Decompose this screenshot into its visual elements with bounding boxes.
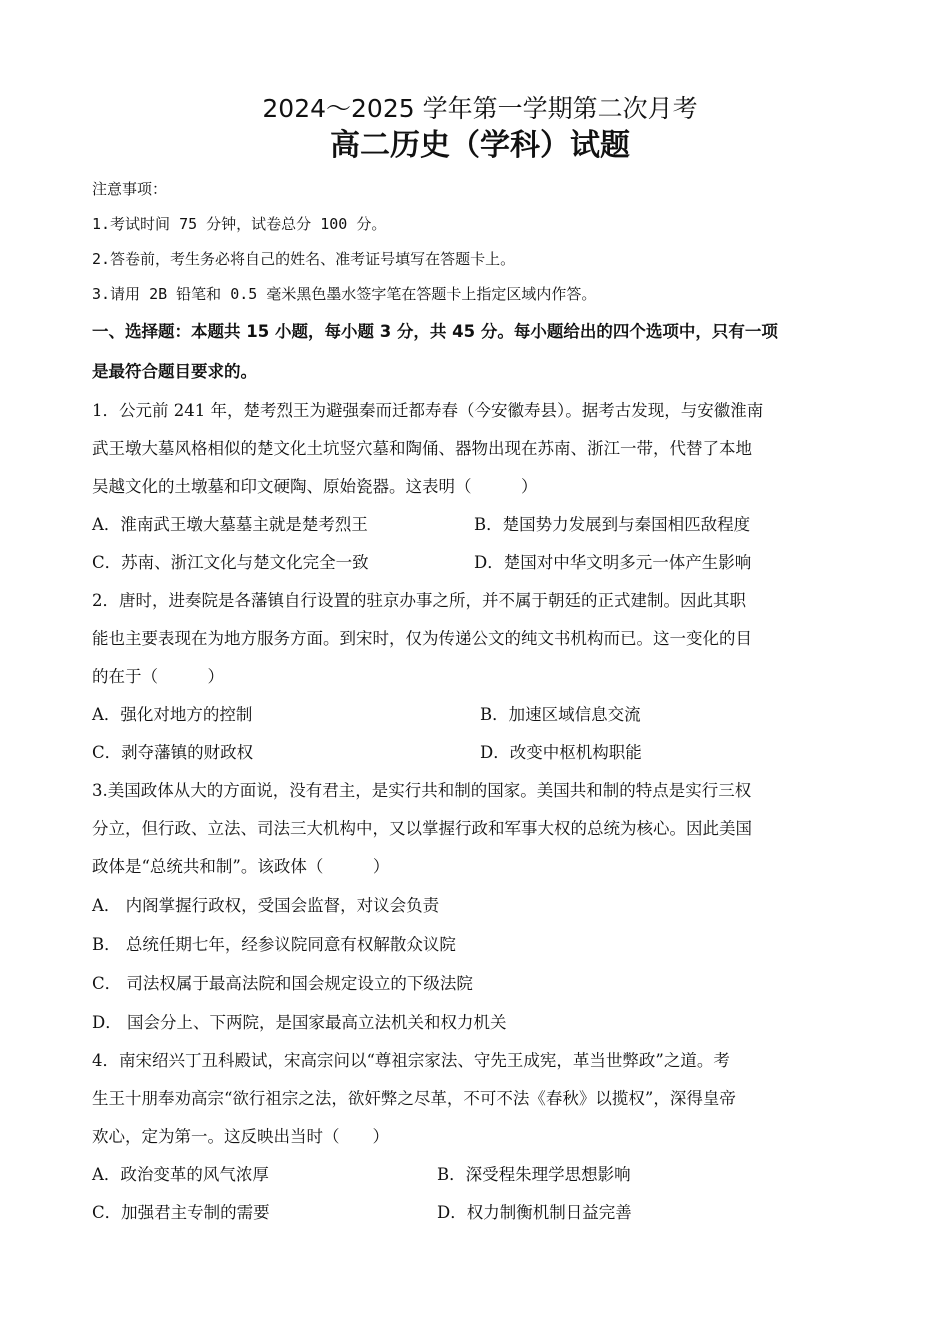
question-stem (92, 392, 868, 506)
question-stem (92, 1042, 868, 1156)
option-a: A． 内阁掌握行政权，受国会监督，对议会负责 (92, 896, 440, 915)
question-stem (92, 582, 868, 696)
question-4 (92, 1042, 868, 1232)
option-b: B．楚国势力发展到与秦国相匹敌程度 (474, 515, 751, 534)
notice-block (92, 172, 868, 312)
option-b: B．加速区域信息交流 (480, 705, 641, 724)
option-d: D．楚国对中华文明多元一体产生影响 (474, 553, 752, 572)
option-c: C．苏南、浙江文化与楚文化完全一致 (92, 553, 369, 572)
stem-line: 3.美国政体从大的方面说，没有君主，是实行共和制的国家。美国共和制的特点是实行三权 (92, 781, 752, 800)
question-3 (92, 772, 868, 1042)
stem-line: 武王墩大墓风格相似的楚文化土坑竖穴墓和陶俑、器物出现在苏南、浙江一带，代替了本地 (92, 439, 752, 458)
option-a: A．淮南武王墩大墓墓主就是楚考烈王 (92, 515, 368, 534)
question-options (92, 506, 868, 582)
option-b: B． 总统任期七年，经参议院同意有权解散众议院 (92, 935, 456, 954)
section-heading-line1: 一、选择题：本题共 15 小题，每小题 3 分，共 45 分。每小题给出的四个选项中，只有一项 (92, 322, 778, 341)
stem-line: 2．唐时，进奏院是各藩镇自行设置的驻京办事之所，并不属于朝廷的正式建制。因此其职 (92, 591, 746, 610)
stem-line: 生王十朋奉劝高宗“欲行祖宗之法，欲奸弊之尽革，不可不法《春秋》以揽权”，深得皇帝 (92, 1089, 736, 1108)
notice-item-2: 2.答卷前，考生务必将自己的姓名、准考证号填写在答题卡上。 (92, 250, 516, 268)
option-a: A．政治变革的风气浓厚 (92, 1165, 269, 1184)
option-b: B．深受程朱理学思想影响 (437, 1165, 631, 1184)
stem-line: 1．公元前 241 年，楚考烈王为避强秦而迁都寿春（今安徽寿县）。据考古发现，与安徽淮南 (92, 401, 764, 420)
option-d: D．改变中枢机构职能 (480, 743, 642, 762)
stem-line: 政体是“总统共和制”。该政体（ ） (92, 857, 390, 876)
option-a: A．强化对地方的控制 (92, 705, 253, 724)
stem-line: 欢心，定为第一。这反映出当时（ ） (92, 1127, 389, 1146)
option-d: D． 国会分上、下两院，是国家最高立法机关和权力机关 (92, 1013, 507, 1032)
option-c: C．加强君主专制的需要 (92, 1203, 270, 1222)
option-c: C． 司法权属于最高法院和国会规定设立的下级法院 (92, 974, 473, 993)
notice-item-1: 1.考试时间 75 分钟，试卷总分 100 分。 (92, 215, 387, 233)
section-heading-line2: 是最符合题目要求的。 (92, 362, 257, 381)
question-options (92, 886, 868, 1042)
question-stem (92, 772, 868, 886)
stem-line: 分立，但行政、立法、司法三大机构中，又以掌握行政和军事大权的总统为核心。因此美国 (92, 819, 752, 838)
notice-heading: 注意事项： (92, 180, 168, 198)
stem-line: 能也主要表现在为地方服务方面。到宋时，仅为传递公文的纯文书机构而已。这一变化的目 (92, 629, 752, 648)
option-c: C．剥夺藩镇的财政权 (92, 743, 254, 762)
stem-line: 4．南宋绍兴丁丑科殿试，宋高宗问以“尊祖宗家法、守先王成宪，革当世弊政”之道。考 (92, 1051, 730, 1070)
option-d: D．权力制衡机制日益完善 (437, 1203, 632, 1222)
stem-line: 吴越文化的土墩墓和印文硬陶、原始瓷器。这表明（ ） (92, 477, 538, 496)
question-2 (92, 582, 868, 772)
exam-title-line2: 高二历史（学科）试题 (330, 128, 630, 163)
question-options (92, 696, 868, 772)
notice-item-3: 3.请用 2B 铅笔和 0.5 毫米黑色墨水签字笔在答题卡上指定区域内作答。 (92, 285, 597, 303)
exam-title-line1: 2024～2025 学年第一学期第二次月考 (262, 94, 698, 123)
question-1 (92, 392, 868, 582)
question-options (92, 1156, 868, 1232)
exam-page (92, 92, 868, 1232)
stem-line: 的在于（ ） (92, 667, 224, 686)
